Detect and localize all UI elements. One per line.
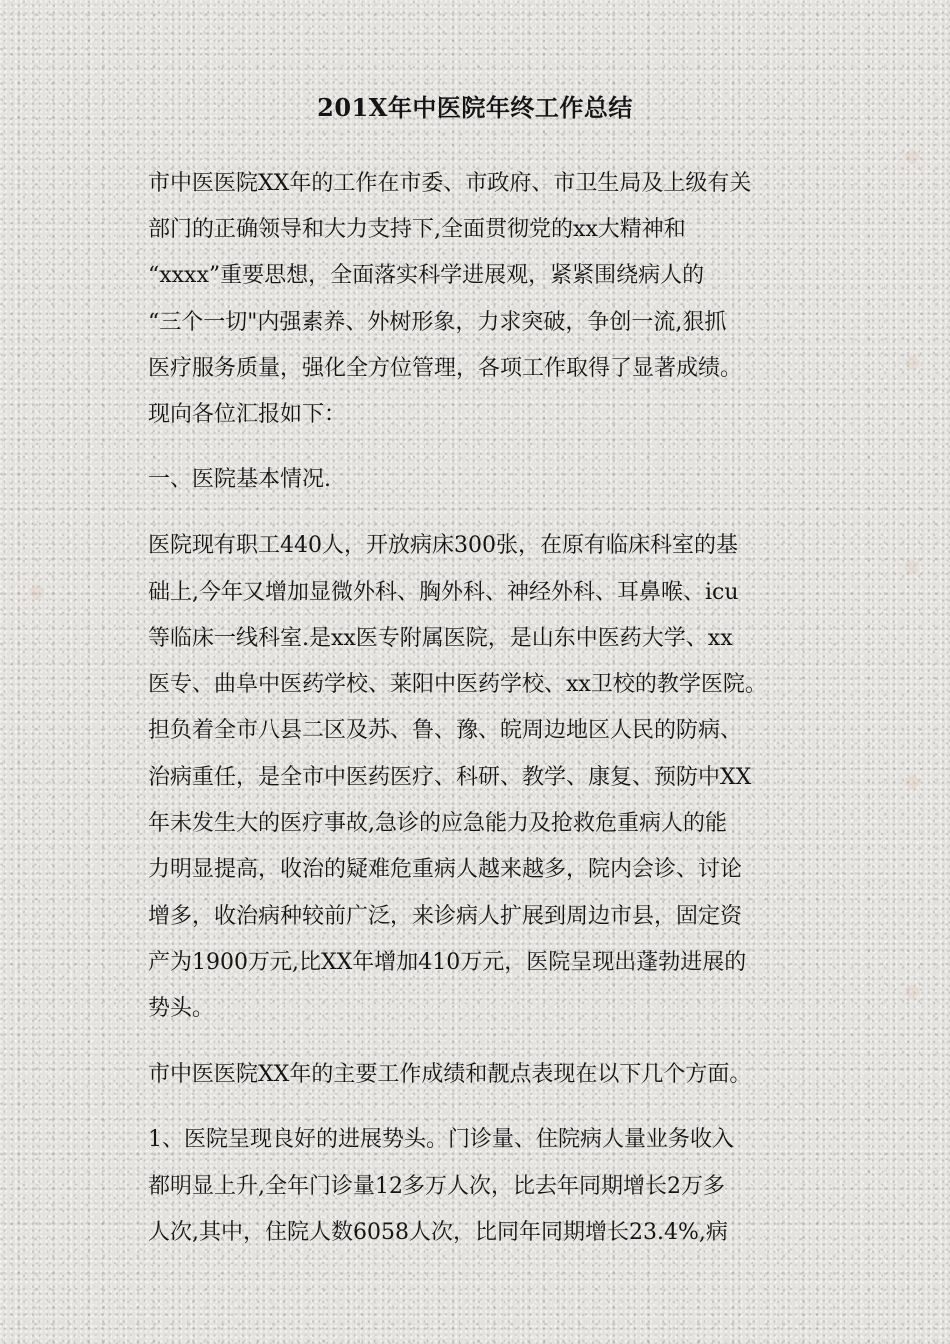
watermark-dot <box>905 985 919 999</box>
paragraph-line: 担负着全市八县二区及苏、鲁、豫、皖周边地区人民的防病、 <box>148 718 743 743</box>
paragraph-line: 市中医医院XX年的工作在市委、市政府、市卫生局及上级有关 <box>148 171 752 196</box>
paragraph-line: 部门的正确领导和大力支持下,全面贯彻党的xx大精神和 <box>148 217 686 242</box>
paragraph-line: 医院现有职工440人，开放病床300张，在原有临床科室的基 <box>148 533 738 558</box>
paragraph-line: 势头。 <box>148 996 215 1021</box>
watermark-dot <box>905 560 919 574</box>
paragraph-line: 都明显上升,全年门诊量12多万人次，比去年同期增长2万多 <box>148 1174 725 1199</box>
paragraph-line: “三个一切"内强素养、外树形象，力求突破，争创一流,狠抓 <box>148 310 727 335</box>
paragraph-line: 医专、曲阜中医药学校、莱阳中医药学校、xx卫校的教学医院。 <box>148 672 767 697</box>
paragraph-line: 医疗服务质量，强化全方位管理，各项工作取得了显著成绩。 <box>148 356 743 381</box>
paragraph-line: 1、医院呈现良好的进展势头。门诊量、住院病人量业务收入 <box>148 1127 734 1152</box>
watermark-dot <box>905 150 919 164</box>
paragraph-line: 产为1900万元,比XX年增加410万元，医院呈现出蓬勃进展的 <box>148 950 747 975</box>
paragraph-line: 治病重任，是全市中医药医疗、科研、教学、康复、预防中XX <box>148 765 752 790</box>
paragraph-line: 等临床一线科室.是xx医专附属医院，是山东中医药大学、xx <box>148 626 733 651</box>
watermark-dot <box>30 585 44 599</box>
section-heading: 一、医院基本情况. <box>148 467 331 492</box>
paragraph-line: “xxxx”重要思想，全面落实科学进展观，紧紧围绕病人的 <box>148 263 705 288</box>
paragraph-line: 力明显提高，收治的疑难危重病人越来越多，院内会诊、讨论 <box>148 857 743 882</box>
watermark-dot <box>905 775 919 789</box>
paragraph-line: 础上,今年又增加显微外科、胸外科、神经外科、耳鼻喉、icu <box>148 580 739 605</box>
paragraph-line: 年未发生大的医疗事故,急诊的应急能力及抢救危重病人的能 <box>148 811 727 836</box>
document-title: 201X年中医院年终工作总结 <box>317 93 633 122</box>
paragraph-line: 人次,其中，住院人数6058人次，比同年同期增长23.4%,病 <box>148 1220 728 1245</box>
paragraph-line: 现向各位汇报如下： <box>148 402 347 427</box>
watermark-dot <box>905 355 919 369</box>
paragraph-line: 增多，收治病种较前广泛，来诊病人扩展到周边市县，固定资 <box>148 904 743 929</box>
paragraph-line: 市中医医院XX年的主要工作成绩和靓点表现在以下几个方面。 <box>148 1062 752 1087</box>
